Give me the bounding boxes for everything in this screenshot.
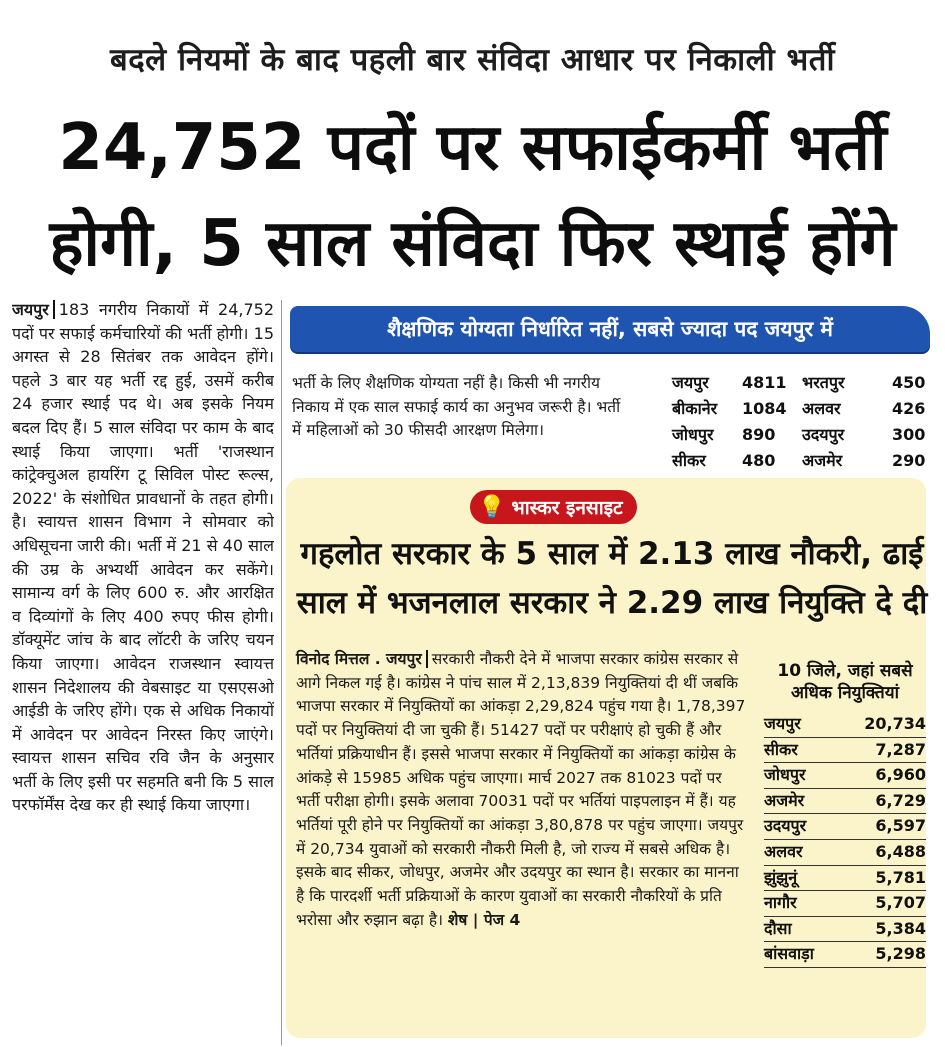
city-posts: 450 (892, 373, 926, 392)
table-row (764, 942, 926, 968)
table-row (764, 866, 926, 892)
table-row (672, 422, 932, 448)
city-name: जोधपुर (672, 425, 714, 444)
city-name: जयपुर (672, 373, 709, 392)
insight-body: सरकारी नौकरी देने में भाजपा सरकार कांग्रेस सरकार से आगे निकल गई है। कांग्रेस ने पांच साल में 2,13,839 नियुक्तियां दी थीं जबकि भाजपा सरकार में नियुक्तियों का आंकड़ा 2,29,824 पहुंच गया है। 1,78,397 पदों पर नियुक्तियां दी जा चुकी हैं। 51427 पदों पर परीक्षाएं हो चुकी हैं और भर्तियां प्रक्रियाधीन हैं। इससे भाजपा सरकार में नियुक्तियों का आंकड़ा कांग्रेस के आंकड़े से 15985 अधिक पहुंच जाएगा। मार्च 2027 तक 81023 पदों पर भर्ती परीक्षा होगी। इसके अलावा 70031 पदों पर भर्तियां पाइपलाइन में हैं। यह भर्तियां पूरी होने पर नियुक्तियों का आंकड़ा 3,80,878 पर पहुंच जाएगा। जयपुर में 20,734 युवाओं को सरकारी नौकरी मिली है, जो राज्य में सबसे अधिक है। इसके बाद सीकर, जोधपुर, अजमेर और उदयपुर का स्थान है। सरकार का मानना है कि पारदर्शी भर्ती प्रक्रियाओं के कारण युवाओं का सरकारी नौकरियों के प्रति भरोसा और रुझान बढ़ा है। (296, 650, 746, 929)
city-posts: 426 (892, 399, 926, 418)
insight-badge (470, 490, 637, 524)
lightbulb-icon: 💡 (478, 494, 506, 520)
district-name: उदयपुर (764, 816, 807, 836)
info-ribbon (290, 306, 930, 352)
table-row (672, 396, 932, 422)
city-name: सीकर (672, 451, 706, 470)
left-story (12, 298, 274, 1047)
district-value: 6,960 (875, 765, 926, 785)
table-row (764, 891, 926, 917)
insight-headline (292, 530, 932, 628)
district-value: 6,488 (875, 841, 926, 861)
eligibility-text: भर्ती के लिए शैक्षणिक योग्यता नहीं है। किसी भी नगरीय निकाय में एक साल सफाई कार्य का अनुभव जरूरी है। भर्ती में महिलाओं को 30 फीसदी आरक्षण मिलेगा। (292, 374, 621, 439)
district-value: 5,298 (875, 944, 926, 964)
city-posts: 480 (742, 451, 776, 470)
city-posts: 4811 (742, 373, 787, 392)
city-name: भरतपुर (802, 373, 845, 392)
posts-by-city-table (672, 370, 932, 474)
table-row (764, 840, 926, 866)
table-row (764, 738, 926, 764)
headline-line-1: 24,752 पदों पर सफाईकर्मी भर्ती (58, 111, 887, 185)
insight-story (296, 648, 748, 932)
district-name: जोधपुर (764, 765, 806, 785)
city-name: अजमेर (802, 451, 843, 470)
city-posts: 290 (892, 451, 926, 470)
kicker-headline: बदले नियमों के बाद पहली बार संविदा आधार पर निकाली भर्ती (110, 42, 835, 78)
table-row (672, 448, 932, 474)
top-districts-table (764, 660, 926, 968)
table-row (764, 814, 926, 840)
city-name: उदयपुर (802, 425, 845, 444)
city-posts: 890 (742, 425, 776, 444)
city-posts: 300 (892, 425, 926, 444)
district-name: अलवर (764, 841, 803, 861)
ribbon-text: शैक्षणिक योग्यता निर्धारित नहीं, सबसे ज्यादा पद जयपुर में (387, 317, 833, 341)
district-value: 6,729 (875, 790, 926, 810)
city-name: बीकानेर (672, 399, 718, 418)
story-dateline: जयपुर (12, 300, 55, 319)
table-row (764, 917, 926, 943)
story-body: 183 नगरीय निकायों में 24,752 पदों पर सफाई कर्मचारियों की भर्ती होगी। 15 अगस्त से 28 सितंबर तक आवेदन होंगे। पहले 3 बार यह भर्ती रद्द हुई, उसमें करीब 24 हजार स्थाई पद थे। अब इसके नियम बदल दिए हैं। 5 साल संविदा पर काम के बाद स्थाई किया जाएगा। भर्ती 'राजस्थान कांट्रेक्चुअल हायरिंग टू सिविल पोस्ट रूल्स, 2022' के संशोधित प्रावधानों के तहत होगी। है। स्वायत्त शासन विभाग ने सोमवार को अधिसूचना जारी की। भर्ती में 21 से 40 साल की उम्र के अभ्यर्थी आवेदन कर सकेंगे। सामान्य वर्ग के लिए 600 रु. और आरक्षित व दिव्यांगों के लिए 400 रुपए फीस होगी। डॉक्यूमेंट जांच के बाद लॉटरी के जरिए चयन किया जाएगा। आवेदन राजस्थान स्वायत्त शासन निदेशालय की वेबसाइट या एसएसओ आईडी के जरिए होंगे। एक से अधिक निकायों में आवेदन पर आवेदन निरस्त किए जाएंगे। स्वायत्त शासन सचिव रवि जैन के अनुसार भर्ती के लिए इसी पर सहमति बनी कि 5 साल परफॉर्मेंस देख कर ही स्थाई किया जाएगा। (12, 300, 274, 815)
table-row (764, 712, 926, 738)
city-name: अलवर (802, 399, 841, 418)
district-name: नागौर (764, 893, 797, 913)
main-headline (10, 100, 935, 292)
table-row (672, 370, 932, 396)
table-row (764, 789, 926, 815)
insight-headline-line-2: साल में भजनलाल सरकार ने 2.29 लाख नियुक्ति दे दी (296, 585, 928, 621)
table-row (764, 763, 926, 789)
districts-title: 10 जिले, जहां सबसे अधिक नियुक्तियां (777, 661, 913, 703)
district-name: बांसवाड़ा (764, 944, 814, 964)
badge-label: भास्कर इनसाइट (511, 497, 623, 519)
district-value: 5,384 (875, 918, 926, 938)
district-value: 6,597 (875, 816, 926, 836)
district-name: अजमेर (764, 790, 805, 810)
insight-byline: विनोद मित्तल . जयपुर (296, 650, 428, 668)
district-value: 20,734 (864, 714, 926, 733)
district-name: जयपुर (764, 714, 801, 733)
district-name: दौसा (764, 918, 792, 938)
column-divider (281, 300, 282, 1045)
insight-headline-line-1: गहलोत सरकार के 5 साल में 2.13 लाख नौकरी, ढाई (300, 536, 924, 572)
district-value: 5,781 (875, 867, 926, 887)
district-value: 5,707 (875, 893, 926, 913)
district-value: 7,287 (875, 739, 926, 759)
headline-line-2: होगी, 5 साल संविदा फिर स्थाई होंगे (49, 207, 896, 281)
district-name: सीकर (764, 739, 798, 759)
city-posts: 1084 (742, 399, 787, 418)
continued-note: शेष | पेज 4 (447, 910, 521, 929)
district-name: झुंझुनूं (764, 867, 798, 887)
